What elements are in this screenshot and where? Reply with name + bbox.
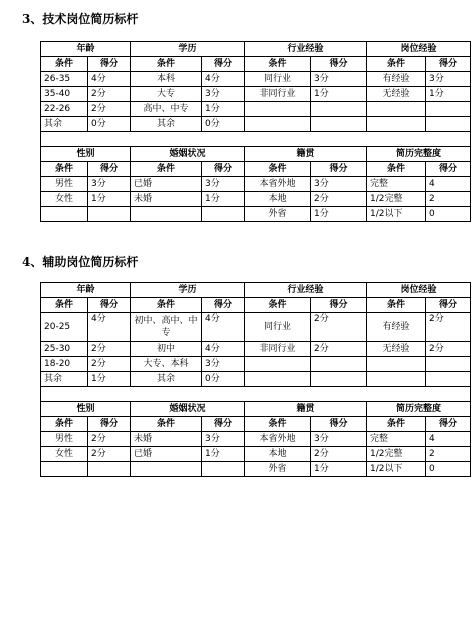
cell <box>426 357 471 372</box>
sub-score: 得分 <box>88 298 131 313</box>
header-native-place: 籍贯 <box>245 147 367 162</box>
sub-score: 得分 <box>426 417 471 432</box>
sub-score: 得分 <box>202 57 245 72</box>
cell: 2分 <box>88 102 131 117</box>
cell: 未婚 <box>131 192 202 207</box>
cell: 有经验 <box>367 313 426 342</box>
cell <box>367 357 426 372</box>
section-4-title: 4、辅助岗位简历标杆 <box>22 255 139 269</box>
cell: 非同行业 <box>245 342 311 357</box>
cell: 外省 <box>245 207 311 222</box>
cell: 2 <box>426 447 471 462</box>
cell: 0分 <box>202 372 245 387</box>
cell <box>245 117 311 132</box>
header-industry-exp: 行业经验 <box>245 42 367 57</box>
cell: 无经验 <box>367 87 426 102</box>
cell: 26-35 <box>41 72 88 87</box>
cell: 同行业 <box>245 313 311 342</box>
cell: 0 <box>426 207 471 222</box>
cell: 本省外地 <box>245 432 311 447</box>
cell: 1分 <box>202 447 245 462</box>
sub-condition: 条件 <box>367 162 426 177</box>
cell <box>311 372 367 387</box>
cell: 女性 <box>41 192 88 207</box>
cell: 大专、本科 <box>131 357 202 372</box>
cell: 1/2以下 <box>367 207 426 222</box>
sub-score: 得分 <box>311 57 367 72</box>
sub-condition: 条件 <box>245 417 311 432</box>
cell: 0分 <box>88 117 131 132</box>
table-row <box>41 102 471 117</box>
cell: 3分 <box>311 177 367 192</box>
table-row <box>41 342 471 357</box>
section-3-title: 3、技术岗位简历标杆 <box>22 12 139 26</box>
cell: 1分 <box>88 372 131 387</box>
cell: 1分 <box>88 192 131 207</box>
cell: 初中 <box>131 342 202 357</box>
sub-score: 得分 <box>311 162 367 177</box>
cell <box>202 207 245 222</box>
sub-score: 得分 <box>426 162 471 177</box>
cell: 25-30 <box>41 342 88 357</box>
table-row <box>41 313 471 342</box>
header-marital-status: 婚姻状况 <box>131 402 245 417</box>
cell <box>41 207 88 222</box>
cell: 3分 <box>426 72 471 87</box>
cell <box>426 117 471 132</box>
cell: 2分 <box>88 342 131 357</box>
sub-condition: 条件 <box>245 298 311 313</box>
cell <box>311 357 367 372</box>
sub-score: 得分 <box>88 162 131 177</box>
cell: 本地 <box>245 192 311 207</box>
cell <box>245 102 311 117</box>
cell: 2分 <box>311 447 367 462</box>
table-row <box>41 207 471 222</box>
cell: 3分 <box>202 87 245 102</box>
sub-score: 得分 <box>202 162 245 177</box>
cell: 3分 <box>311 72 367 87</box>
table-row <box>41 117 471 132</box>
cell: 4分 <box>202 342 245 357</box>
cell <box>367 117 426 132</box>
cell <box>311 117 367 132</box>
header-education: 学历 <box>131 42 245 57</box>
cell: 2分 <box>88 87 131 102</box>
cell: 男性 <box>41 177 88 192</box>
cell: 1分 <box>426 87 471 102</box>
cell: 4分 <box>202 313 245 342</box>
cell: 4 <box>426 432 471 447</box>
cell: 未婚 <box>131 432 202 447</box>
sub-score: 得分 <box>202 298 245 313</box>
cell: 高中、中专 <box>131 102 202 117</box>
cell: 20-25 <box>41 313 88 342</box>
cell: 外省 <box>245 462 311 477</box>
cell: 完整 <box>367 432 426 447</box>
header-native-place: 籍贯 <box>245 402 367 417</box>
cell: 男性 <box>41 432 88 447</box>
tech-table-1 <box>40 41 471 222</box>
sub-condition: 条件 <box>367 57 426 72</box>
cell: 1分 <box>311 462 367 477</box>
sub-condition: 条件 <box>245 162 311 177</box>
header-resume-completeness: 简历完整度 <box>367 147 471 162</box>
header-education: 学历 <box>131 283 245 298</box>
cell <box>245 357 311 372</box>
sub-score: 得分 <box>426 298 471 313</box>
cell: 女性 <box>41 447 88 462</box>
table-row <box>41 432 471 447</box>
header-age: 年龄 <box>41 283 131 298</box>
cell: 2分 <box>88 447 131 462</box>
cell: 其余 <box>131 372 202 387</box>
cell <box>426 372 471 387</box>
sub-condition: 条件 <box>245 57 311 72</box>
cell: 4分 <box>202 72 245 87</box>
cell <box>88 207 131 222</box>
sub-score: 得分 <box>311 298 367 313</box>
cell: 3分 <box>202 432 245 447</box>
cell: 本地 <box>245 447 311 462</box>
cell: 0分 <box>202 117 245 132</box>
header-age: 年龄 <box>41 42 131 57</box>
header-gender: 性别 <box>41 402 131 417</box>
cell: 2分 <box>311 342 367 357</box>
cell: 3分 <box>311 432 367 447</box>
sub-condition: 条件 <box>131 298 202 313</box>
cell <box>367 102 426 117</box>
cell <box>367 372 426 387</box>
table-row <box>41 447 471 462</box>
cell: 同行业 <box>245 72 311 87</box>
sub-score: 得分 <box>426 57 471 72</box>
table-row <box>41 87 471 102</box>
cell: 本省外地 <box>245 177 311 192</box>
sub-condition: 条件 <box>367 298 426 313</box>
cell: 已婚 <box>131 177 202 192</box>
table-row <box>41 72 471 87</box>
cell: 1分 <box>311 87 367 102</box>
table-row <box>41 462 471 477</box>
table-row <box>41 387 471 402</box>
spacer-cell <box>41 387 471 402</box>
cell: 3分 <box>88 177 131 192</box>
cell: 3分 <box>202 357 245 372</box>
cell: 2分 <box>88 432 131 447</box>
cell: 有经验 <box>367 72 426 87</box>
header-position-exp: 岗位经验 <box>367 283 471 298</box>
table-row <box>41 177 471 192</box>
cell: 2分 <box>311 313 367 342</box>
cell: 4分 <box>88 72 131 87</box>
cell <box>88 462 131 477</box>
cell <box>311 102 367 117</box>
cell: 35-40 <box>41 87 88 102</box>
cell: 0 <box>426 462 471 477</box>
sub-condition: 条件 <box>367 417 426 432</box>
cell: 1/2以下 <box>367 462 426 477</box>
cell: 1分 <box>202 192 245 207</box>
cell: 2分 <box>426 313 471 342</box>
table-row <box>41 357 471 372</box>
cell <box>245 372 311 387</box>
cell: 初中、高中、中专 <box>131 313 202 342</box>
header-industry-exp: 行业经验 <box>245 283 367 298</box>
sub-condition: 条件 <box>41 298 88 313</box>
spacer-cell <box>41 132 471 147</box>
cell: 2分 <box>88 357 131 372</box>
cell: 其余 <box>131 117 202 132</box>
header-marital-status: 婚姻状况 <box>131 147 245 162</box>
cell: 完整 <box>367 177 426 192</box>
cell: 1/2完整 <box>367 447 426 462</box>
sub-condition: 条件 <box>41 417 88 432</box>
cell: 已婚 <box>131 447 202 462</box>
cell: 4 <box>426 177 471 192</box>
cell: 非同行业 <box>245 87 311 102</box>
table-row <box>41 372 471 387</box>
cell <box>41 462 88 477</box>
sub-score: 得分 <box>202 417 245 432</box>
cell: 无经验 <box>367 342 426 357</box>
sub-condition: 条件 <box>131 57 202 72</box>
cell: 1分 <box>202 102 245 117</box>
cell <box>131 207 202 222</box>
header-position-exp: 岗位经验 <box>367 42 471 57</box>
cell: 大专 <box>131 87 202 102</box>
cell: 18-20 <box>41 357 88 372</box>
header-resume-completeness: 简历完整度 <box>367 402 471 417</box>
sub-score: 得分 <box>311 417 367 432</box>
cell: 2分 <box>426 342 471 357</box>
sub-score: 得分 <box>88 417 131 432</box>
header-gender: 性别 <box>41 147 131 162</box>
cell: 其余 <box>41 117 88 132</box>
sub-condition: 条件 <box>41 57 88 72</box>
cell <box>426 102 471 117</box>
cell: 2 <box>426 192 471 207</box>
cell: 22-26 <box>41 102 88 117</box>
sub-condition: 条件 <box>131 417 202 432</box>
cell: 2分 <box>311 192 367 207</box>
cell: 1分 <box>311 207 367 222</box>
cell: 3分 <box>202 177 245 192</box>
cell <box>131 462 202 477</box>
aux-table-1 <box>40 282 471 477</box>
table-row <box>41 192 471 207</box>
sub-score: 得分 <box>88 57 131 72</box>
cell: 本科 <box>131 72 202 87</box>
sub-condition: 条件 <box>41 162 88 177</box>
cell: 4分 <box>88 313 131 342</box>
cell <box>202 462 245 477</box>
table-row <box>41 132 471 147</box>
sub-condition: 条件 <box>131 162 202 177</box>
cell: 其余 <box>41 372 88 387</box>
cell: 1/2完整 <box>367 192 426 207</box>
